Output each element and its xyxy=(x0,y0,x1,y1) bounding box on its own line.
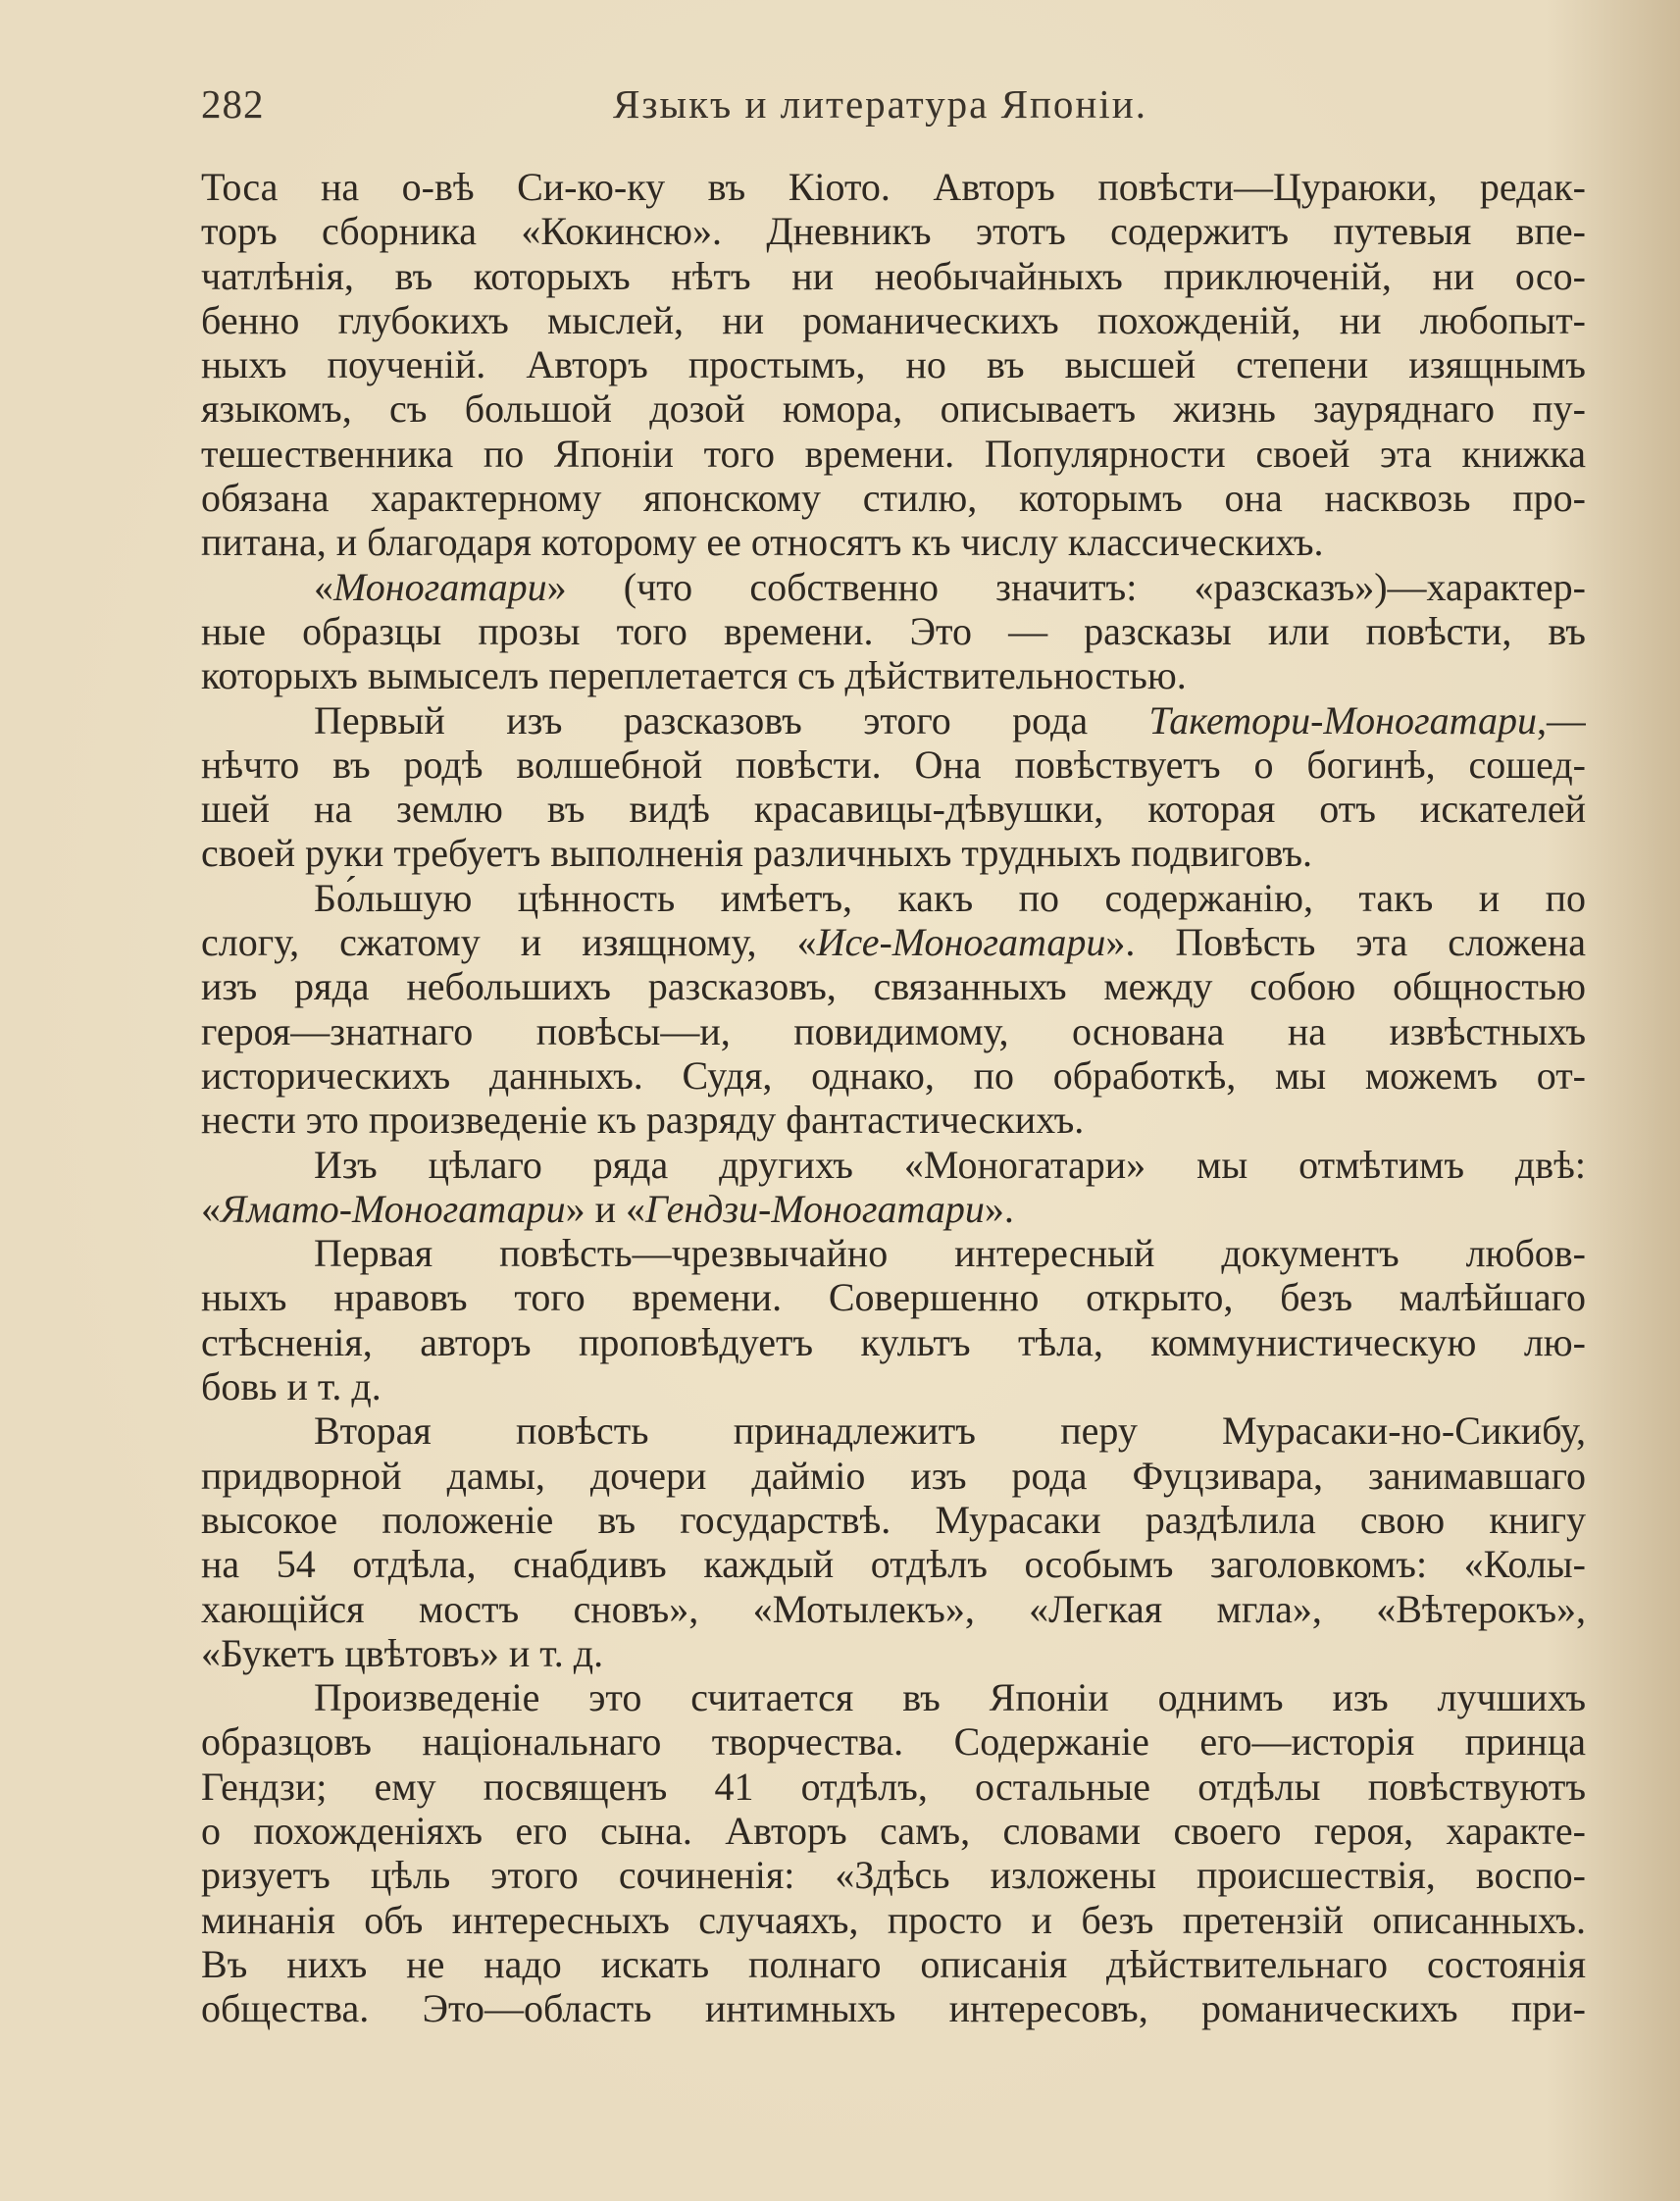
text-line xyxy=(201,1187,1586,1231)
text-run: бовь и т. д. xyxy=(201,1364,382,1409)
text-run: образцовъ національнаго творчества. Содержаніе его—исторія принца xyxy=(201,1719,1586,1765)
text-run: Произведеніе это считается въ Японіи однимъ изъ лучшихъ xyxy=(314,1675,1586,1720)
text-line xyxy=(201,1098,1586,1142)
text-run: высокое положеніе въ государствѣ. Мурасаки раздѣлила свою книгу xyxy=(201,1497,1586,1542)
text-run: которыхъ вымыселъ переплетается съ дѣйствительностью. xyxy=(201,653,1187,698)
text-run: придворной дамы, дочери дайміо изъ рода Фуцзивара, занимавшаго xyxy=(201,1453,1586,1498)
text-line xyxy=(201,1809,1586,1853)
text-run: ные образцы прозы того времени. Это — разсказы или повѣсти, въ xyxy=(201,608,1586,653)
text-line xyxy=(201,831,1586,875)
text-line xyxy=(201,1587,1586,1631)
text-line xyxy=(201,432,1586,476)
text-run: » (что собственно значитъ: «разсказъ»)—характер- xyxy=(546,564,1586,609)
text-line xyxy=(201,1143,1586,1187)
text-run: Первая повѣсть—чрезвычайно интересный документъ любов- xyxy=(314,1231,1586,1276)
text-line xyxy=(201,386,1586,431)
text-line xyxy=(201,876,1586,920)
text-run: « xyxy=(314,564,333,609)
text-line xyxy=(201,1364,1586,1408)
text-line xyxy=(201,1542,1586,1586)
text-run: ». xyxy=(984,1186,1014,1231)
text-run: питана, и благодаря которому ее относятъ къ числу классическихъ. xyxy=(201,520,1324,565)
text-run: Бо́льшую цѣнность имѣетъ, какъ по содержанію, такъ и по xyxy=(314,875,1586,920)
page-number: 282 xyxy=(201,81,265,127)
text-run: стѣсненія, авторъ проповѣдуетъ культъ тѣла, коммунистическую лю- xyxy=(201,1319,1586,1364)
text-run: тешественника по Японіи того времени. Популярности своей эта книжка xyxy=(201,431,1586,476)
text-run: бенно глубокихъ мыслей, ни романическихъ похожденій, ни любопыт- xyxy=(201,297,1586,342)
text-run: нѣчто въ родѣ волшебной повѣсти. Она повѣствуетъ о богинѣ, сошед- xyxy=(201,742,1586,787)
text-run: чатлѣнія, въ которыхъ нѣтъ ни необычайныхъ приключеній, ни осо- xyxy=(201,253,1586,298)
italic-title: Исе-Моногатари xyxy=(816,920,1106,965)
italic-title: Моногатари xyxy=(333,564,547,609)
text-run: хающійся мостъ сновъ», «Мотылекъ», «Легкая мгла», «Вѣтерокъ», xyxy=(201,1586,1586,1631)
text-run: общества. Это—область интимныхъ интересовъ, романическихъ при- xyxy=(201,1986,1586,2031)
running-title: Языкъ и литература Японіи. xyxy=(613,81,1147,127)
text-line xyxy=(201,698,1586,742)
text-run: ныхъ поученій. Авторъ простымъ, но въ высшей степени изящнымъ xyxy=(201,342,1586,387)
text-run: героя—знатнаго повѣсы—и, повидимому, основана на извѣстныхъ xyxy=(201,1008,1586,1053)
text-line xyxy=(201,298,1586,342)
text-run: Гендзи; ему посвященъ 41 отдѣлъ, остальные отдѣлы повѣствуютъ xyxy=(201,1764,1586,1809)
text-run: ». Повѣсть эта сложена xyxy=(1105,920,1586,965)
italic-title: Такетори-Моногатари xyxy=(1148,697,1537,742)
italic-title: Гендзи-Моногатари xyxy=(645,1186,985,1231)
text-line xyxy=(201,1320,1586,1364)
text-line xyxy=(201,254,1586,298)
text-line xyxy=(201,209,1586,253)
text-line xyxy=(201,609,1586,653)
text-line xyxy=(201,476,1586,520)
text-line xyxy=(201,565,1586,609)
text-line xyxy=(201,1498,1586,1542)
text-run: Изъ цѣлаго ряда другихъ «Моногатари» мы отмѣтимъ двѣ: xyxy=(314,1142,1586,1187)
text-line xyxy=(201,920,1586,964)
text-run: изъ ряда небольшихъ разсказовъ, связанныхъ между собою общностью xyxy=(201,964,1586,1009)
text-run: языкомъ, съ большой дозой юмора, описываетъ жизнь зауряднаго пу- xyxy=(201,386,1586,432)
text-run: « xyxy=(201,1186,221,1231)
text-line xyxy=(201,1009,1586,1053)
text-run: ,— xyxy=(1537,697,1586,742)
text-line xyxy=(201,520,1586,564)
text-line xyxy=(201,1675,1586,1719)
text-line xyxy=(201,1986,1586,2030)
text-line xyxy=(201,1631,1586,1675)
text-run: о похожденіяхъ его сына. Авторъ самъ, словами своего героя, характе- xyxy=(201,1808,1586,1853)
text-run: ризуетъ цѣль этого сочиненія: «Здѣсь изложены происшествія, воспо- xyxy=(201,1853,1586,1898)
body-text xyxy=(201,165,1586,2030)
text-run: шей на землю въ видѣ красавицы-дѣвушки, которая отъ искателей xyxy=(201,787,1586,832)
text-line xyxy=(201,1275,1586,1319)
text-line xyxy=(201,787,1586,831)
text-run: ныхъ нравовъ того времени. Совершенно открыто, безъ малѣйшаго xyxy=(201,1275,1586,1320)
text-line xyxy=(201,1053,1586,1098)
text-run: историческихъ данныхъ. Судя, однако, по обработкѣ, мы можемъ от- xyxy=(201,1052,1586,1098)
text-line xyxy=(201,742,1586,787)
text-line xyxy=(201,653,1586,697)
text-run: слогу, сжатому и изящному, « xyxy=(201,920,817,965)
text-run: «Букетъ цвѣтовъ» и т. д. xyxy=(201,1630,604,1675)
text-run: торъ сборника «Кокинсю». Дневникъ этотъ содержитъ путевыя впе- xyxy=(201,209,1586,254)
text-run: Первый изъ разсказовъ этого рода xyxy=(314,697,1149,742)
text-line xyxy=(201,1853,1586,1897)
text-run: минанія объ интересныхъ случаяхъ, просто и безъ претензій описанныхъ. xyxy=(201,1897,1586,1942)
text-line xyxy=(201,1942,1586,1986)
text-run: Въ нихъ не надо искать полнаго описанія дѣйствительнаго состоянія xyxy=(201,1941,1586,1986)
italic-title: Ямато-Моногатари xyxy=(221,1186,566,1231)
text-line xyxy=(201,165,1586,209)
text-run: Вторая повѣсть принадлежитъ перу Мурасаки-но-Сикибу, xyxy=(314,1408,1586,1454)
text-line xyxy=(201,1408,1586,1453)
text-line xyxy=(201,1454,1586,1498)
text-line xyxy=(201,964,1586,1008)
text-line xyxy=(201,1898,1586,1942)
text-line xyxy=(201,1719,1586,1764)
text-run: » и « xyxy=(565,1186,646,1231)
text-run: обязана характерному японскому стилю, которымъ она насквозь про- xyxy=(201,476,1586,521)
text-run: на 54 отдѣла, снабдивъ каждый отдѣлъ особымъ заголовкомъ: «Колы- xyxy=(201,1542,1586,1587)
text-line xyxy=(201,342,1586,386)
text-run: своей руки требуетъ выполненія различныхъ трудныхъ подвиговъ. xyxy=(201,831,1313,876)
text-line xyxy=(201,1765,1586,1809)
text-run: нести это произведеніе къ разряду фантастическихъ. xyxy=(201,1098,1085,1143)
text-run: Тоса на о-вѣ Си-ко-ку въ Кіото. Авторъ повѣсти—Цураюки, редак- xyxy=(201,165,1586,209)
running-head xyxy=(201,80,1584,139)
text-line xyxy=(201,1231,1586,1275)
